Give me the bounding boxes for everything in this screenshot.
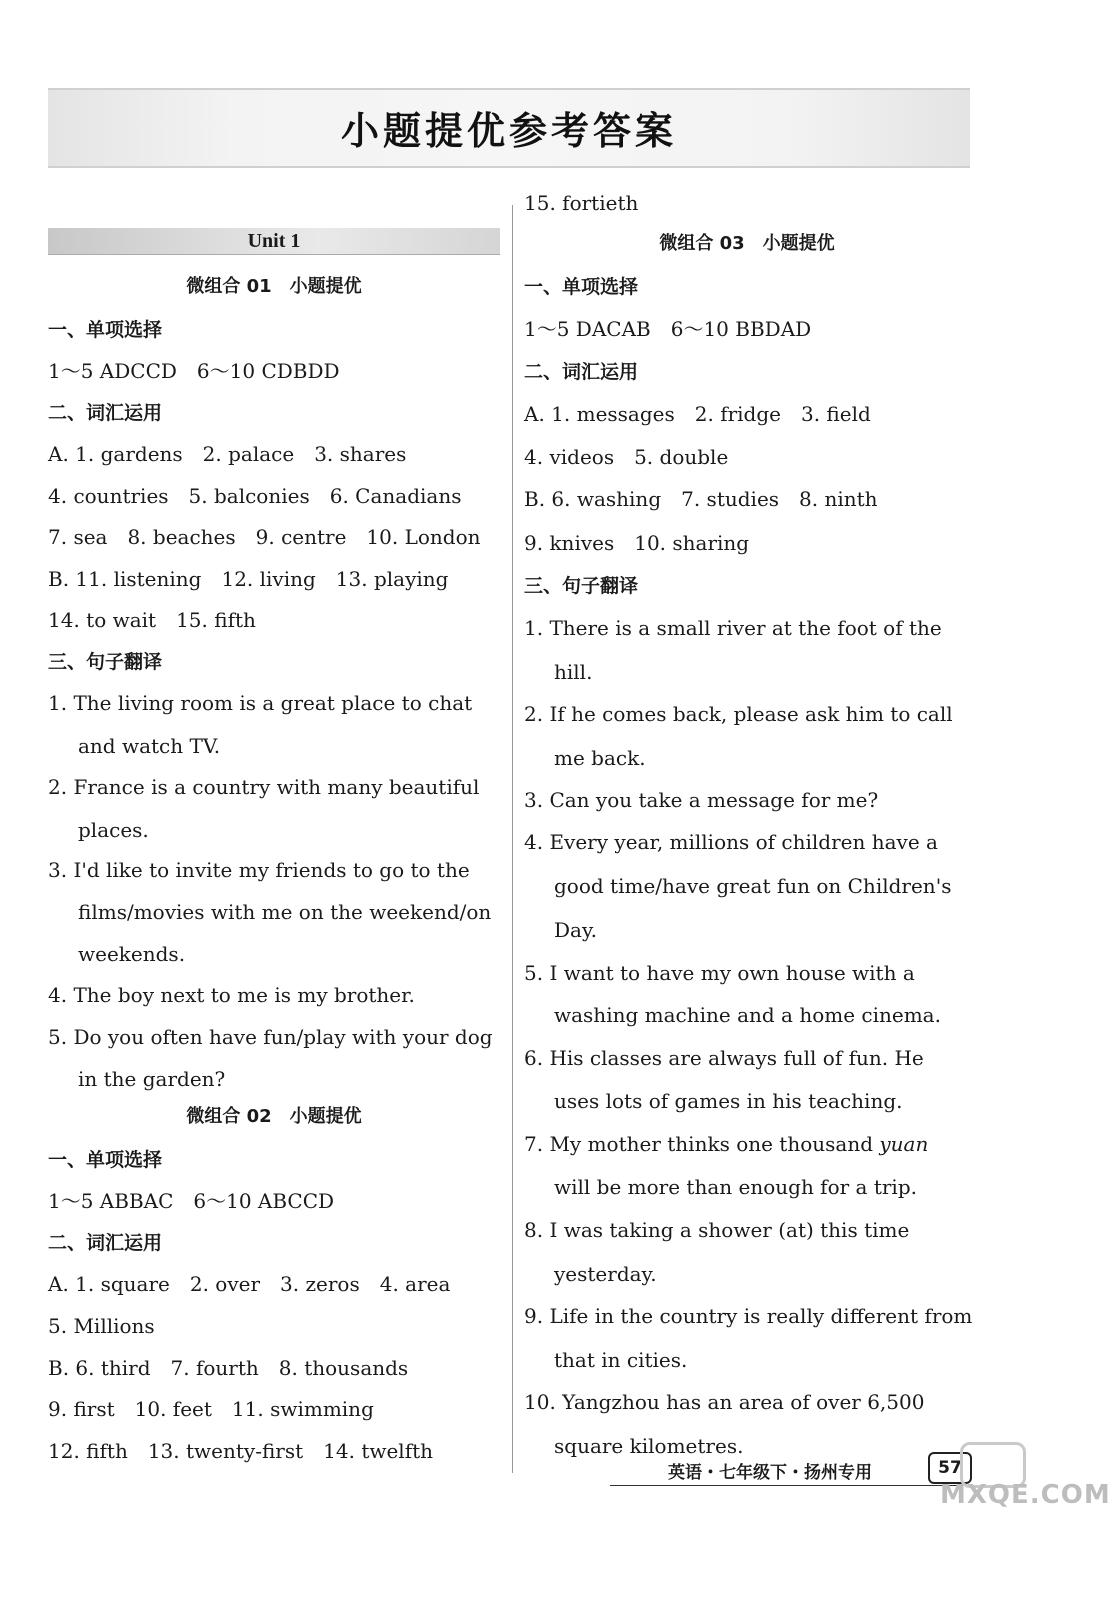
section-heading: 一、单项选择: [48, 1149, 163, 1171]
answer-line: 2. France is a country with many beautiful: [48, 775, 480, 799]
answer-line: 2. If he comes back, please ask him to call: [524, 702, 953, 726]
answer-line: 15. fortieth: [524, 191, 639, 215]
answer-line: 7. sea 8. beaches 9. centre 10. London: [48, 525, 481, 549]
answer-line: B. 6. third 7. fourth 8. thousands: [48, 1356, 409, 1380]
answer-line: 1. The living room is a great place to chat: [48, 691, 473, 715]
answer-line: 4. countries 5. balconies 6. Canadians: [48, 484, 462, 508]
answer-line: 14. to wait 15. fifth: [48, 608, 256, 632]
title-banner: [48, 88, 970, 168]
column-divider: [512, 205, 513, 1473]
answer-line-continued: weekends.: [78, 942, 186, 966]
answer-line: 5. Millions: [48, 1314, 155, 1338]
group-subheading: 微组合 03 小题提优: [659, 233, 835, 254]
answer-line: 12. fifth 13. twenty-first 14. twelfth: [48, 1439, 434, 1463]
answer-line-continued: washing machine and a home cinema.: [554, 1003, 941, 1027]
answer-line: 9. knives 10. sharing: [524, 531, 750, 555]
answer-line: 4. The boy next to me is my brother.: [48, 983, 415, 1007]
unit-header: [48, 228, 500, 255]
footer-book-info: 英语・七年级下・扬州专用: [668, 1463, 872, 1483]
answer-line: 7. My mother thinks one thousand yuan: [524, 1132, 929, 1156]
answer-line-continued: yesterday.: [554, 1262, 657, 1286]
watermark-text: MXQE.COM: [940, 1480, 1111, 1510]
footer-rule: [610, 1485, 962, 1486]
answer-line: 9. first 10. feet 11. swimming: [48, 1397, 374, 1421]
page-number: 57: [928, 1452, 972, 1484]
answer-line: 5. Do you often have fun/play with your dog: [48, 1025, 493, 1049]
answer-line: 6. His classes are always full of fun. He: [524, 1046, 924, 1070]
section-heading: 三、句子翻译: [524, 575, 639, 597]
answer-line-continued: hill.: [554, 660, 593, 684]
answer-line: 3. Can you take a message for me?: [524, 788, 879, 812]
answer-line: 8. I was taking a shower (at) this time: [524, 1218, 910, 1242]
unit-title: Unit 1: [247, 230, 301, 252]
answer-line: 4. Every year, millions of children have a: [524, 830, 938, 854]
answer-line: 9. Life in the country is really different from: [524, 1304, 973, 1328]
answer-line: 1～5 DACAB 6～10 BBDAD: [524, 317, 812, 341]
answer-line-continued: uses lots of games in his teaching.: [554, 1089, 903, 1113]
answer-line-continued: that in cities.: [554, 1348, 688, 1372]
answer-line-continued: in the garden?: [78, 1067, 226, 1091]
answer-line: 10. Yangzhou has an area of over 6,500: [524, 1390, 925, 1414]
section-heading: 二、词汇运用: [48, 402, 163, 424]
answer-line: 1～5 ABBAC 6～10 ABCCD: [48, 1189, 335, 1213]
answer-line-continued: Day.: [554, 918, 597, 942]
answer-line-continued: good time/have great fun on Children's: [554, 874, 952, 898]
answer-line: B. 11. listening 12. living 13. playing: [48, 567, 449, 591]
answer-line: 1～5 ADCCD 6～10 CDBDD: [48, 359, 340, 383]
section-heading: 一、单项选择: [524, 276, 639, 298]
answer-line-continued: square kilometres.: [554, 1434, 744, 1458]
answer-line: 4. videos 5. double: [524, 445, 729, 469]
section-heading: 三、句子翻译: [48, 651, 163, 673]
answer-line: A. 1. messages 2. fridge 3. field: [524, 402, 871, 426]
answer-line-continued: and watch TV.: [78, 734, 221, 758]
page-title: 小题提优参考答案: [340, 109, 677, 153]
answer-line: A. 1. gardens 2. palace 3. shares: [48, 442, 407, 466]
answer-line-continued: will be more than enough for a trip.: [554, 1175, 917, 1199]
section-heading: 二、词汇运用: [48, 1232, 163, 1254]
group-subheading: 微组合 02 小题提优: [186, 1106, 362, 1127]
answer-line: B. 6. washing 7. studies 8. ninth: [524, 487, 878, 511]
answer-line: 5. I want to have my own house with a: [524, 961, 915, 985]
group-subheading: 微组合 01 小题提优: [186, 276, 362, 297]
answer-line: A. 1. square 2. over 3. zeros 4. area: [48, 1272, 451, 1296]
section-heading: 二、词汇运用: [524, 361, 639, 383]
answer-line: 3. I'd like to invite my friends to go to the: [48, 858, 470, 882]
answer-line-continued: me back.: [554, 746, 646, 770]
answer-line-continued: films/movies with me on the weekend/on: [78, 900, 492, 924]
answer-line-continued: places.: [78, 818, 149, 842]
answer-line: 1. There is a small river at the foot of the: [524, 616, 942, 640]
section-heading: 一、单项选择: [48, 319, 163, 341]
